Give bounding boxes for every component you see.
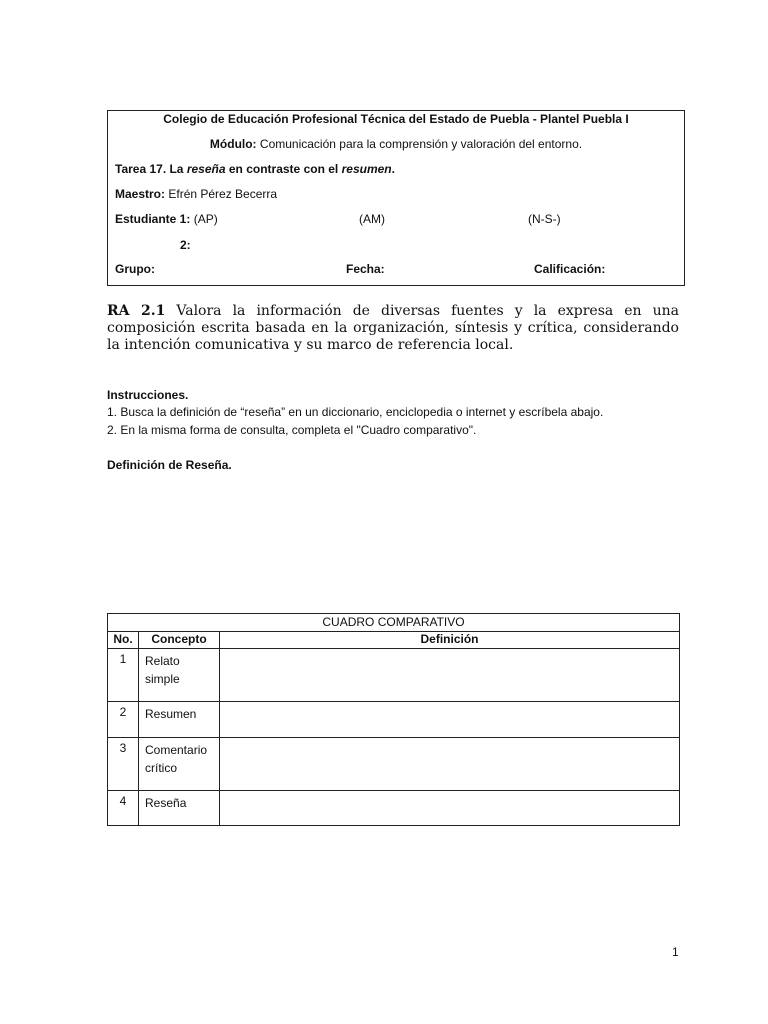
row-definicion-cell[interactable] (220, 649, 680, 702)
definition-title: Definición de Reseña. (107, 458, 232, 472)
grupo-label: Grupo: (115, 262, 155, 276)
ra-code: RA 2.1 (107, 303, 166, 319)
ra-text: Valora la información de diversas fuentes y la expresa en una composición escrita basada en la organización, síntesis y crítica, considerando la intención comunicativa y su marco de referencia local. (107, 303, 680, 353)
fecha-label: Fecha: (346, 262, 385, 276)
tarea-line (115, 162, 677, 176)
apellido-materno: (AM) (359, 212, 385, 226)
maestro-line (115, 187, 677, 201)
header-box (107, 110, 685, 286)
table-row (108, 702, 680, 738)
row-number: 1 (108, 649, 139, 702)
page-number: 1 (672, 945, 679, 959)
row-concepto: Reseña (139, 791, 220, 826)
instructions-title: Instrucciones. (107, 388, 189, 402)
row-number: 3 (108, 738, 139, 791)
row-definicion-cell[interactable] (220, 738, 680, 791)
column-header-concepto: Concepto (139, 632, 220, 649)
estudiante-line (115, 212, 677, 228)
ra-paragraph (107, 303, 679, 354)
table-title: CUADRO COMPARATIVO (108, 614, 680, 632)
maestro-label: Maestro: (115, 187, 166, 201)
row-definicion-cell[interactable] (220, 702, 680, 738)
apellido-paterno: (AP) (193, 212, 218, 226)
tarea-middle: en contraste con el (228, 162, 339, 176)
row-concepto: Resumen (139, 702, 220, 738)
estudiante-label: Estudiante 1: (115, 212, 191, 226)
row-concepto: Relato simple (139, 649, 220, 702)
instruction-item-1: 1. Busca la definición de “reseña” en un diccionario, enciclopedia o internet y escríbela abajo. (107, 405, 604, 419)
maestro-value: Efrén Pérez Becerra (168, 187, 278, 201)
table-row (108, 738, 680, 791)
calificacion-label: Calificación: (534, 262, 606, 276)
column-header-definicion: Definición (220, 632, 680, 649)
grupo-line (115, 262, 677, 278)
modulo-label: Módulo: (209, 137, 257, 151)
row-concepto: Comentario crítico (139, 738, 220, 791)
row-number: 4 (108, 791, 139, 826)
column-header-no: No. (108, 632, 139, 649)
tarea-resumen: resumen (341, 162, 392, 176)
instruction-item-2: 2. En la misma forma de consulta, completa el "Cuadro comparativo". (107, 423, 477, 437)
estudiante2-label: 2: (180, 238, 191, 252)
table-row (108, 791, 680, 826)
tarea-end: . (391, 162, 395, 176)
comparative-table (107, 613, 680, 826)
row-number: 2 (108, 702, 139, 738)
tarea-prefix: Tarea 17. La (115, 162, 184, 176)
modulo-line (115, 137, 677, 151)
modulo-value: Comunicación para la comprensión y valoración del entorno. (259, 137, 583, 151)
institution-name: Colegio de Educación Profesional Técnica del Estado de Puebla - Plantel Puebla I (163, 112, 629, 126)
nombre: (N-S-) (528, 212, 561, 226)
row-definicion-cell[interactable] (220, 791, 680, 826)
table-row (108, 649, 680, 702)
tarea-resena: reseña (186, 162, 226, 176)
